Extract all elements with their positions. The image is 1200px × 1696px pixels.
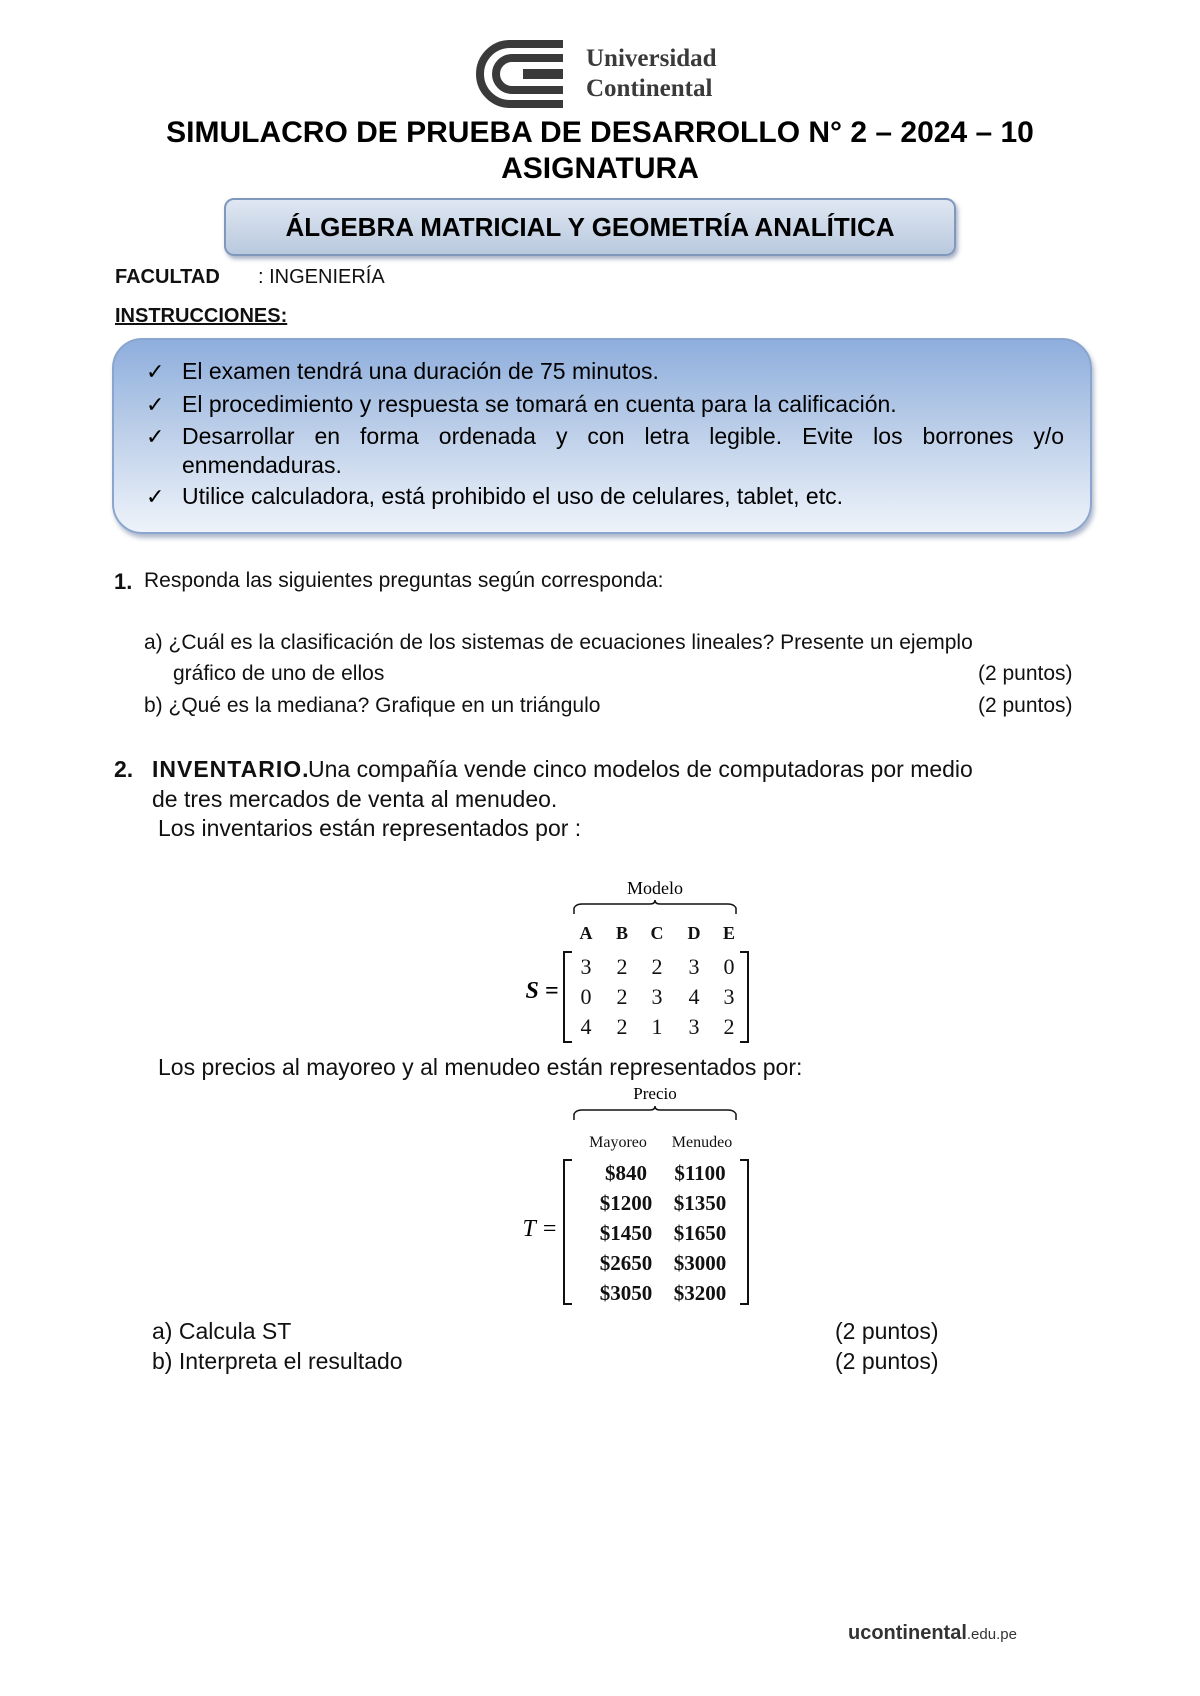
matrix-t-cell: $1650 bbox=[673, 1221, 727, 1245]
check-icon: ✓ bbox=[146, 484, 165, 509]
matrix-t-cell: $840 bbox=[605, 1161, 647, 1185]
matrix-s-cell: 2 bbox=[651, 954, 663, 979]
q1-a-line1: a) ¿Cuál es la clasificación de los sistemas de ecuaciones lineales? Presente un ejemplo bbox=[144, 631, 973, 654]
q2-b-points: (2 puntos) bbox=[835, 1348, 939, 1374]
footer-brand-name: ucontinental bbox=[848, 1622, 967, 1644]
matrix-t-column-header: Mayoreo bbox=[589, 1134, 647, 1151]
q2-line3: Los inventarios están representados por : bbox=[158, 815, 582, 841]
footer-brand-suffix: .edu.pe bbox=[966, 1626, 1017, 1643]
subject-banner: ÁLGEBRA MATRICIAL Y GEOMETRÍA ANALÍTICA bbox=[224, 198, 956, 256]
matrix-s-cell: 2 bbox=[723, 1014, 735, 1039]
matrix-s-cell: 2 bbox=[616, 984, 628, 1009]
matrix-t-column-header: Menudeo bbox=[671, 1134, 733, 1151]
matrix-t bbox=[500, 1080, 760, 1305]
matrix-s-cell: 4 bbox=[580, 1014, 592, 1039]
q1-a-line2: gráfico de uno de ellos bbox=[173, 662, 385, 685]
instruction-item: ✓ El procedimiento y respuesta se tomará en cuenta para la calificación. bbox=[182, 389, 897, 420]
matrix-t-cell: $3000 bbox=[673, 1251, 727, 1275]
matrix-s-column-header: A bbox=[579, 923, 593, 943]
footer-brand bbox=[848, 1622, 1017, 1645]
q2-b-text: b) Interpreta el resultado bbox=[152, 1348, 403, 1374]
check-icon: ✓ bbox=[146, 424, 165, 449]
matrix-t-cell: $3200 bbox=[673, 1281, 727, 1305]
instruction-item: ✓ Utilice calculadora, está prohibido el uso de celulares, tablet, etc. bbox=[182, 481, 843, 512]
check-icon: ✓ bbox=[146, 392, 165, 417]
q1-prompt: Responda las siguientes preguntas según corresponda: bbox=[144, 569, 664, 592]
matrix-t-name: T = bbox=[522, 1216, 558, 1242]
exam-title: SIMULACRO DE PRUEBA DE DESARROLLO N° 2 – 2024 – 10 bbox=[166, 116, 1034, 149]
q1-number: 1. bbox=[114, 569, 133, 594]
subject-heading: ASIGNATURA bbox=[501, 152, 699, 185]
matrix-t-cell: $1100 bbox=[674, 1161, 726, 1185]
matrix-t-cell: $1200 bbox=[599, 1191, 653, 1215]
matrix-t-left-bracket bbox=[564, 1160, 572, 1304]
instruction-item: ✓ El examen tendrá una duración de 75 minutos. bbox=[182, 356, 659, 387]
matrix-s-cell: 0 bbox=[580, 984, 592, 1009]
matrix-s-column-header: B bbox=[615, 923, 629, 943]
matrix-s-cell: 0 bbox=[723, 954, 735, 979]
matrix-s-cell: 3 bbox=[688, 1014, 700, 1039]
matrix-s-column-header: E bbox=[722, 923, 736, 943]
instruction-item-continuation: enmendaduras. bbox=[182, 452, 342, 478]
matrix-s-name: S = bbox=[525, 978, 559, 1004]
check-icon: ✓ bbox=[146, 359, 165, 384]
logo-line-1: Universidad bbox=[586, 45, 717, 72]
q2-line1: Una compañía vende cinco modelos de computadoras por medio bbox=[308, 756, 973, 782]
matrix-s-left-bracket bbox=[564, 952, 572, 1042]
matrix-s-cell: 3 bbox=[723, 984, 735, 1009]
matrix-s-cell: 1 bbox=[651, 1014, 663, 1039]
instruction-item: ✓ Desarrollar en forma ordenada y con letra legible. Evite los borrones y/o bbox=[182, 421, 1064, 452]
q2-number: 2. bbox=[114, 756, 134, 782]
matrix-t-cell: $1450 bbox=[599, 1221, 653, 1245]
q2-a-points: (2 puntos) bbox=[835, 1318, 939, 1344]
matrix-s bbox=[500, 870, 760, 1050]
q2-keyword: INVENTARIO. bbox=[152, 756, 310, 782]
faculty-label: FACULTAD bbox=[115, 266, 220, 288]
q2-prices-intro: Los precios al mayoreo y al menudeo están representados por: bbox=[158, 1054, 803, 1080]
matrix-t-group-label: Precio bbox=[633, 1084, 677, 1103]
matrix-s-right-bracket bbox=[740, 952, 748, 1042]
q1-b-points: (2 puntos) bbox=[978, 694, 1073, 717]
instructions-heading: INSTRUCCIONES: bbox=[115, 305, 288, 327]
q1-a-points: (2 puntos) bbox=[978, 662, 1073, 685]
matrix-s-brace bbox=[574, 900, 736, 914]
matrix-s-cell: 2 bbox=[616, 954, 628, 979]
matrix-t-cell: $3050 bbox=[599, 1281, 653, 1305]
matrix-t-brace bbox=[574, 1106, 736, 1120]
q2-line2: de tres mercados de venta al menudeo. bbox=[152, 786, 558, 812]
faculty-value: : INGENIERÍA bbox=[258, 266, 385, 288]
logo-name bbox=[586, 44, 717, 104]
matrix-s-cell: 4 bbox=[688, 984, 700, 1009]
matrix-t-cell: $1350 bbox=[673, 1191, 727, 1215]
matrix-s-cell: 3 bbox=[651, 984, 663, 1009]
matrix-t-cell: $2650 bbox=[599, 1251, 653, 1275]
university-logo bbox=[468, 36, 748, 112]
logo-mark-icon bbox=[468, 36, 568, 112]
q1-b-text: b) ¿Qué es la mediana? Grafique en un triángulo bbox=[144, 694, 601, 717]
matrix-t-right-bracket bbox=[740, 1160, 748, 1304]
matrix-s-cell: 3 bbox=[580, 954, 592, 979]
q2-a-text: a) Calcula ST bbox=[152, 1318, 292, 1344]
matrix-s-cell: 3 bbox=[688, 954, 700, 979]
matrix-s-cell: 2 bbox=[616, 1014, 628, 1039]
matrix-s-group-label: Modelo bbox=[627, 878, 683, 898]
matrix-s-column-header: D bbox=[687, 923, 701, 943]
matrix-s-column-header: C bbox=[650, 923, 664, 943]
logo-line-2: Continental bbox=[586, 75, 713, 102]
